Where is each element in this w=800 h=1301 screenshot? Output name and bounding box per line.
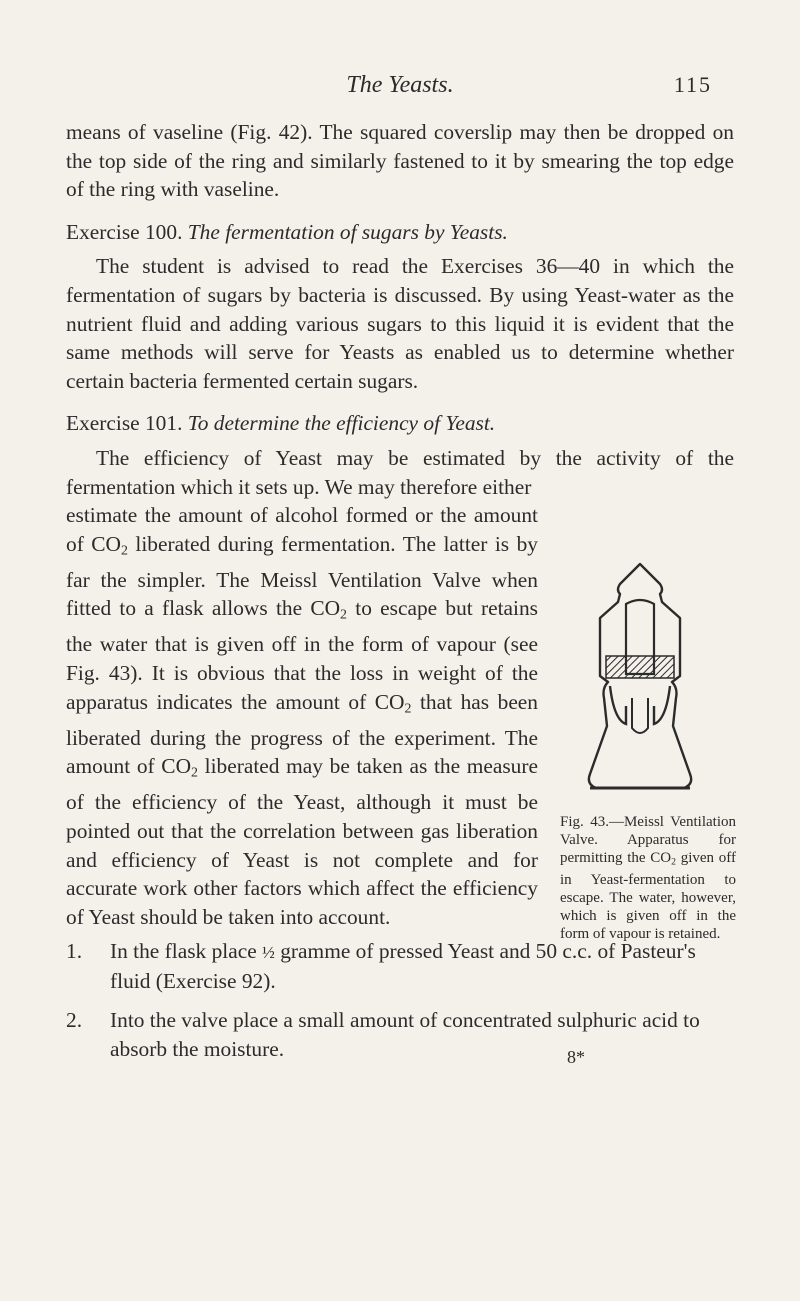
exercise-100-heading	[66, 218, 734, 247]
list-number: 2.	[66, 1008, 83, 1032]
list-item	[66, 937, 734, 996]
list-text: gramme of pressed Yeast and 50 c.c. of Pasteur's fluid (Exercise 92).	[110, 939, 696, 993]
body-seg-a: estimate the amount of alcohol formed or the amount of CO	[66, 503, 538, 556]
exercise-100-label: Exercise 100.	[66, 219, 183, 244]
body-seg-c: to escape but retains the water that is given off in the form of vapour (see Fig. 43). It is obvious that the loss in weight of the apparatus indicates the amount of CO	[66, 596, 538, 714]
subscript: 2	[121, 543, 128, 559]
subscript: 2	[340, 607, 347, 623]
exercise-101-heading	[66, 409, 734, 438]
figure-caption	[560, 813, 736, 943]
list-item	[66, 1006, 734, 1064]
subscript: 2	[404, 701, 412, 717]
exercise-101-title: To determine the efficiency of Yeast.	[187, 411, 496, 436]
page-number: 115	[673, 72, 712, 97]
signature-mark: 8*	[567, 1047, 585, 1067]
body-seg-e: liberated may be taken as the measure of the efficiency of the Yeast, although it must be pointed out that the correlation between gas liberation and efficiency of Yeast is not complete and for accurate work other factors which affect the efficiency of Yeast should be taken into account.	[66, 754, 538, 929]
page-header	[0, 72, 800, 106]
exercise-100-body: The student is advised to read the Exercises 36—40 in which the fermentation of sugars by bacteria is discussed. By using Yeast-water as the nutrient fluid and adding various sugars to this liquid it is evident that the same methods will serve for Yeasts as enabled us to determine whether certain bacteria fermented certain sugars.	[66, 254, 734, 393]
list-text: Into the valve place a small amount of concentrated sulphuric acid to absorb the moisture.	[110, 1008, 700, 1061]
subscript: 2	[191, 765, 198, 781]
caption-seg-a: Fig. 43.—Meissl Ventilation Valve. Apparatus for permitting the CO	[560, 814, 736, 866]
exercise-101-intro: The efficiency of Yeast may be estimated by the activity of the fermentation which it sets up. We may therefore either	[66, 445, 734, 499]
fraction: ½	[262, 943, 275, 962]
caption-seg-b: given off in Yeast-fermentation to escape. The water, however, which is given off in the form of vapour is retained.	[560, 850, 737, 943]
exercise-101-label: Exercise 101.	[66, 411, 183, 436]
procedure-list	[66, 937, 734, 1074]
body-seg-d: that has been liberated during the progress of the experiment. The amount of CO	[66, 689, 538, 779]
list-number: 1.	[66, 939, 83, 963]
body-seg-b: liberated during fermentation. The latter is by far the simpler. The Meissl Ventilation Valve when fitted to a flask allows the CO	[66, 531, 538, 621]
meissl-valve-illustration	[560, 558, 736, 808]
exercise-100-title: The fermentation of sugars by Yeasts.	[187, 219, 508, 244]
running-title: The Yeasts.	[346, 72, 454, 98]
exercise-101-body	[66, 501, 538, 931]
paragraph-continuation: means of vaseline (Fig. 42). The squared coverslip may then be dropped on the top side of the ring and similarly fastened to it by smearing the top edge of the ring with vaseline.	[66, 120, 734, 202]
list-text: In the flask place	[110, 939, 263, 963]
subscript: 2	[671, 856, 676, 868]
